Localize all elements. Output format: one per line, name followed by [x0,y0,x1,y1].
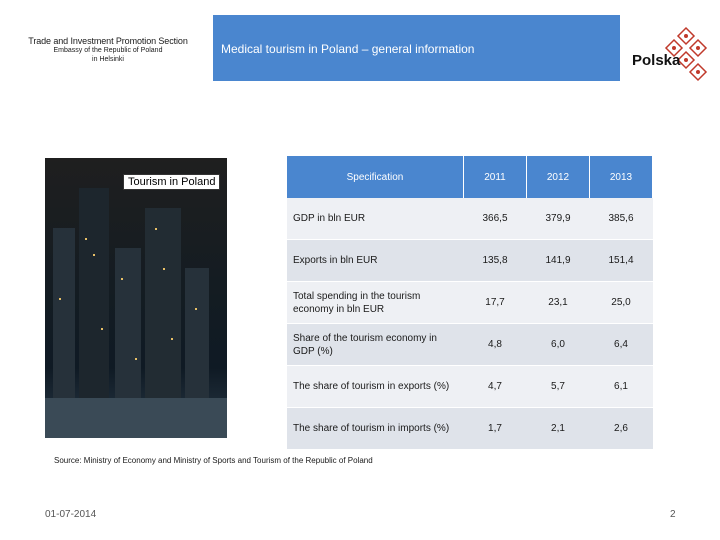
row-spec: The share of tourism in imports (%) [287,408,464,450]
header-2011: 2011 [464,156,527,198]
organization-block [14,36,202,64]
table-row [287,198,653,240]
photo-label: Tourism in Poland [123,174,220,190]
row-2012: 2,1 [527,408,590,450]
row-spec: Share of the tourism economy in GDP (%) [287,324,464,366]
table-row [287,324,653,366]
table-row [287,240,653,282]
header-specification: Specification [287,156,464,198]
slide-date: 01-07-2014 [45,509,97,520]
row-2013: 25,0 [590,282,653,324]
logo-text: Polska [632,52,681,69]
org-embassy: Embassy of the Republic of Poland [53,47,163,54]
source-note: Source: Ministry of Economy and Ministry of Sports and Tourism of the Republic of Poland [54,456,373,465]
row-2012: 5,7 [527,366,590,408]
row-2013: 6,4 [590,324,653,366]
polska-logo [628,22,712,82]
row-2011: 366,5 [464,198,527,240]
row-2011: 1,7 [464,408,527,450]
row-2011: 4,7 [464,366,527,408]
row-2011: 17,7 [464,282,527,324]
city-photo [45,158,227,438]
slide-title: Medical tourism in Poland – general information [221,42,475,56]
row-2011: 135,8 [464,240,527,282]
table-row [287,408,653,450]
table-row [287,366,653,408]
title-banner [213,15,620,81]
row-2012: 379,9 [527,198,590,240]
org-city: in Helsinki [92,56,124,63]
page-number: 2 [670,509,676,520]
row-2013: 6,1 [590,366,653,408]
row-spec: Exports in bln EUR [287,240,464,282]
table-row [287,282,653,324]
row-2012: 141,9 [527,240,590,282]
header-2012: 2012 [527,156,590,198]
header-2013: 2013 [590,156,653,198]
row-spec: Total spending in the tourism economy in bln EUR [287,282,464,324]
row-2012: 6,0 [527,324,590,366]
row-2013: 2,6 [590,408,653,450]
row-2012: 23,1 [527,282,590,324]
row-2011: 4,8 [464,324,527,366]
row-2013: 151,4 [590,240,653,282]
table-header-row [287,156,653,198]
row-2013: 385,6 [590,198,653,240]
org-section: Trade and Investment Promotion Section [28,36,188,46]
row-spec: The share of tourism in exports (%) [287,366,464,408]
tourism-table [287,156,653,450]
row-spec: GDP in bln EUR [287,198,464,240]
